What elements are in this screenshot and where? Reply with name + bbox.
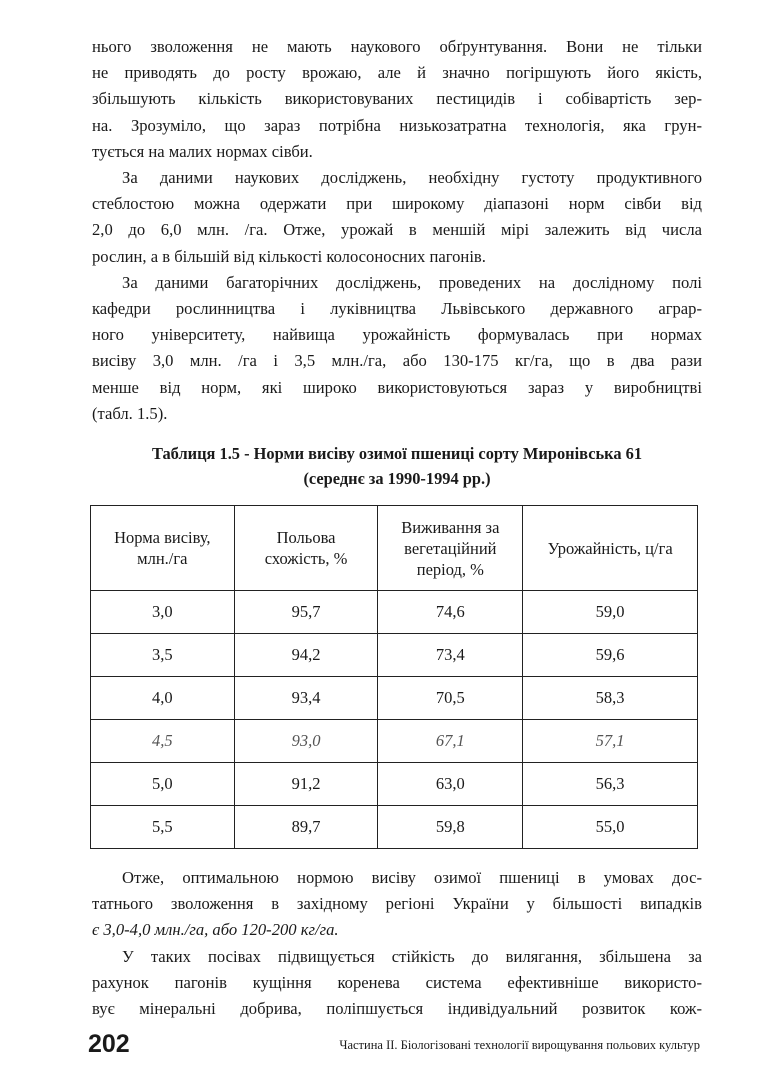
- table-row: [91, 677, 698, 720]
- table-cell: 59,0: [523, 591, 698, 634]
- table-row: [91, 591, 698, 634]
- text-line: не приводять до росту врожаю, але й значно погіршують його якість,: [92, 63, 702, 83]
- text-line: на. Зрозуміло, що зараз потрібна низькозатратна технологія, яка грун-: [92, 115, 702, 135]
- table-row: [91, 720, 698, 763]
- table-cell: 5,5: [91, 806, 235, 849]
- paragraph-conclusion: [92, 865, 702, 944]
- seeding-rate-table: [90, 505, 698, 849]
- table-cell: 3,5: [91, 634, 235, 677]
- header-line: період, %: [416, 559, 484, 579]
- text-line: нього зволоження не мають наукового обґрунтування. Вони не тільки: [92, 37, 702, 56]
- paragraph-benefits: [92, 944, 702, 1023]
- table-caption-title: Таблиця 1.5 - Норми висіву озимої пшениці сорту Миронівська 61: [151, 444, 643, 464]
- table-cell: 73,4: [378, 634, 523, 677]
- table-cell: 74,6: [378, 591, 523, 634]
- text-line: (табл. 1.5).: [92, 403, 168, 423]
- page-body: [92, 34, 702, 1022]
- column-header-yield: [523, 506, 698, 591]
- table-cell: 55,0: [523, 806, 698, 849]
- column-header-seeding-rate: [91, 506, 235, 591]
- text-line: татнього зволоження в західному регіоні України у більшості випадків: [92, 894, 702, 914]
- table-cell: 67,1: [378, 720, 523, 763]
- text-line: рахунок пагонів кущіння коренева система ефективніше використо-: [92, 972, 702, 992]
- table-row: [91, 806, 698, 849]
- table-row: [91, 634, 698, 677]
- text-line: 2,0 до 6,0 млн. /га. Отже, урожай в меншій мірі залежить від числа: [92, 220, 702, 240]
- header-line: схожість, %: [264, 549, 348, 569]
- table-cell: 91,2: [234, 763, 378, 806]
- header-line: Виживання за: [401, 517, 500, 537]
- text-line: тується на малих нормах сівби.: [92, 141, 313, 161]
- table-row: [91, 763, 698, 806]
- table-cell: 93,0: [234, 720, 378, 763]
- text-line: вує мінеральні добрива, поліпшується індивідуальний розвиток кож-: [92, 999, 702, 1019]
- column-header-survival: [378, 506, 523, 591]
- header-line: вегетаційний: [404, 538, 497, 558]
- paragraph-intro: [92, 34, 702, 165]
- table-cell: 59,6: [523, 634, 698, 677]
- table-header-row: [91, 506, 698, 591]
- text-line: рослин, а в більшій від кількості колосоносних пагонів.: [92, 246, 486, 266]
- text-line-italic: є 3,0-4,0 млн./га, або 120-200 кг/га.: [92, 920, 339, 940]
- header-line: Польова: [276, 528, 336, 548]
- text-line: збільшують кількість використовуваних пестицидів і собівартість зер-: [92, 89, 702, 109]
- text-line: За даними багаторічних досліджень, проведених на дослідному полі: [122, 272, 702, 292]
- table-cell: 63,0: [378, 763, 523, 806]
- text-line: висіву 3,0 млн. /га і 3,5 млн./га, або 130-175 кг/га, що в два рази: [92, 351, 702, 371]
- table-cell: 4,5: [91, 720, 235, 763]
- table-cell: 5,0: [91, 763, 235, 806]
- page-footer: [88, 1030, 700, 1060]
- table-caption-period: (середнє за 1990-1994 рр.): [303, 469, 491, 489]
- table-caption: [92, 441, 702, 491]
- text-block-bottom: [92, 865, 702, 1022]
- column-header-germination: [234, 506, 378, 591]
- table-cell: 56,3: [523, 763, 698, 806]
- paragraph-research: [92, 270, 702, 427]
- text-line: ного університету, найвища урожайність формувалась при нормах: [92, 325, 702, 345]
- table-cell: 70,5: [378, 677, 523, 720]
- text-line: менше від норм, які широко використовуються зараз у виробництві: [92, 377, 702, 397]
- text-line: Отже, оптимальною нормою висіву озимої пшениці в умовах дос-: [122, 868, 702, 888]
- table-cell: 3,0: [91, 591, 235, 634]
- paragraph-density: [92, 165, 702, 270]
- table-cell: 4,0: [91, 677, 235, 720]
- table-cell: 94,2: [234, 634, 378, 677]
- text-line: стеблостою можна одержати при широкому діапазоні норм сівби від: [92, 194, 702, 214]
- text-line: У таких посівах підвищується стійкість до вилягання, збільшена за: [122, 946, 702, 966]
- running-title: Частина II. Біологізовані технології вирощування польових культур: [339, 1038, 700, 1052]
- text-block-top: [92, 34, 702, 427]
- table-cell: 57,1: [523, 720, 698, 763]
- text-line: кафедри рослинництва і луківництва Львівського державного аграр-: [92, 299, 702, 319]
- table-cell: 59,8: [378, 806, 523, 849]
- header-line: Урожайність, ц/га: [547, 538, 673, 558]
- text-line: За даними наукових досліджень, необхідну густоту продуктивного: [122, 168, 702, 188]
- header-line: Норма висіву,: [114, 528, 211, 548]
- table-cell: 93,4: [234, 677, 378, 720]
- table-cell: 89,7: [234, 806, 378, 849]
- table-cell: 95,7: [234, 591, 378, 634]
- table-cell: 58,3: [523, 677, 698, 720]
- header-line: млн./га: [137, 549, 188, 569]
- page-number: 202: [88, 1030, 130, 1058]
